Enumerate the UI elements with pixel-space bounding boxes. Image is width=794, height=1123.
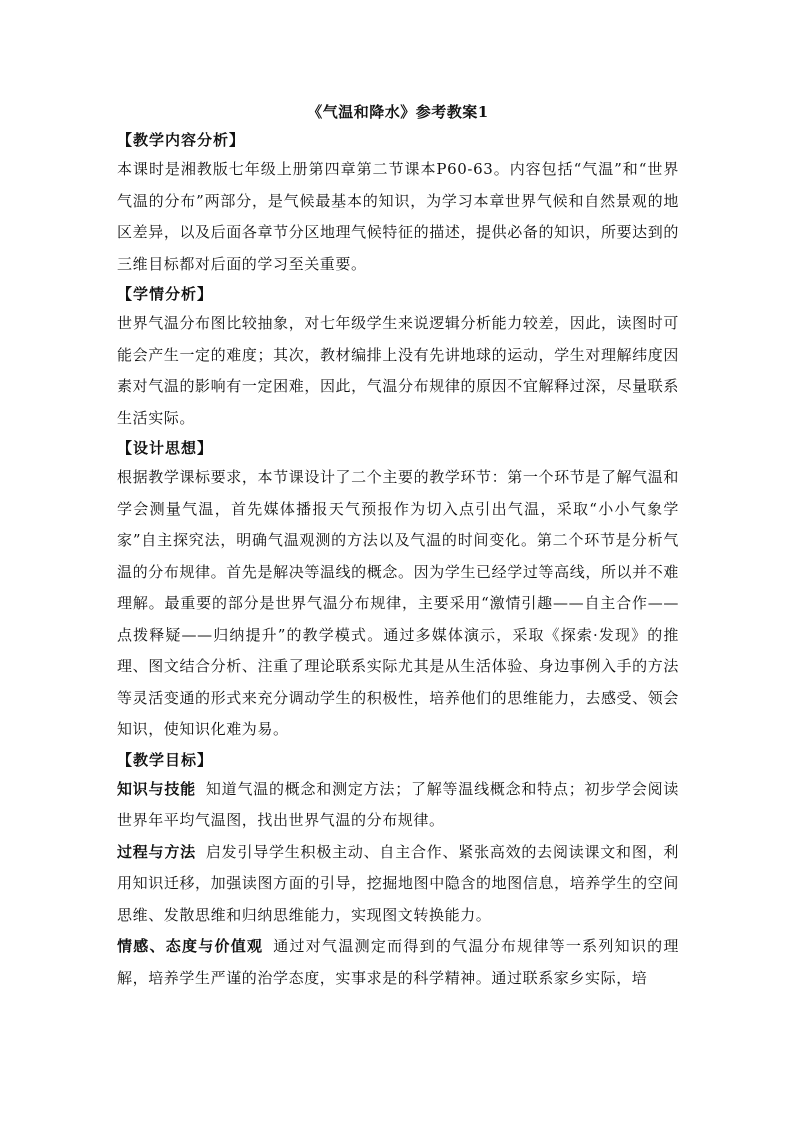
section-heading-student-analysis: 【学情分析】: [117, 285, 214, 303]
section-heading-content-analysis: 【教学内容分析】: [117, 131, 246, 149]
objective-attitude: [117, 931, 679, 994]
objective-attitude-text: 通过对气温测定而得到的气温分布规律等一系列知识的理解，培养学生严谨的治学态度，实事求是的科学精神。通过联系家乡实际，培: [117, 937, 679, 987]
objective-process: [117, 837, 679, 932]
section-heading-objectives: 【教学目标】: [117, 750, 214, 769]
document-page: [117, 98, 679, 994]
objective-process-term: 过程与方法: [117, 842, 196, 861]
page-title: 《气温和降水》参考教案1: [307, 103, 489, 121]
objective-process-text: 启发引导学生积极主动、自主合作、紧张高效的去阅读课文和图，利用知识迁移，加强读图方面的引导，挖掘地图中隐含的地图信息，培养学生的空间思维、发散思维和归纳思维能力，实现图文转换能力。: [117, 842, 679, 924]
objective-knowledge-text: 知道气温的概念和测定方法；了解等温线概念和特点；初步学会阅读世界年平均气温图，找出世界气温的分布规律。: [117, 779, 679, 829]
objective-knowledge: [117, 774, 679, 837]
objective-attitude-term: 情感、态度与价值观: [117, 937, 264, 955]
design-idea-text: 根据教学课标要求，本节课设计了二个主要的教学环节：第一个环节是了解气温和学会测量气温，首先媒体播报天气预报作为切入点引出气温，采取“小小气象学家”自主探究法，明确气温观测的方法以及气温的时间变化。第二个环节是分析气温的分布规律。首先是解决等温线的概念。因为学生已经学过等高线，所以并不难理解。最重要的部分是世界气温分布规律，主要采用“激情引趣——自主合作——点拨释疑——归纳提升”的教学模式。通过多媒体演示，采取《探索·发现》的推理、图文结合分析、注重了理论联系实际尤其是从生活体验、身边事例入手的方法等灵活变通的形式来充分调动学生的积极性，培养他们的思维能力，去感受、领会知识，使知识化难为易。: [117, 468, 679, 738]
section-heading-design-idea: 【设计思想】: [117, 439, 214, 457]
student-analysis-text: 世界气温分布图比较抽象，对七年级学生来说逻辑分析能力较差，因此，读图时可能会产生一定的难度；其次，教材编排上没有先讲地球的运动，学生对理解纬度因素对气温的影响有一定困难，因此，气温分布规律的原因不宜解释过深，尽量联系生活实际。: [117, 314, 679, 427]
content-analysis-text: 本课时是湘教版七年级上册第四章第二节课本P60-63。内容包括“气温”和“世界气温的分布”两部分，是气候最基本的知识，为学习本章世界气候和自然景观的地区差异，以及后面各章节分区地理气候特征的描述，提供必备的知识，所要达到的三维目标都对后面的学习至关重要。: [117, 160, 679, 273]
objective-knowledge-term: 知识与技能: [117, 779, 196, 798]
